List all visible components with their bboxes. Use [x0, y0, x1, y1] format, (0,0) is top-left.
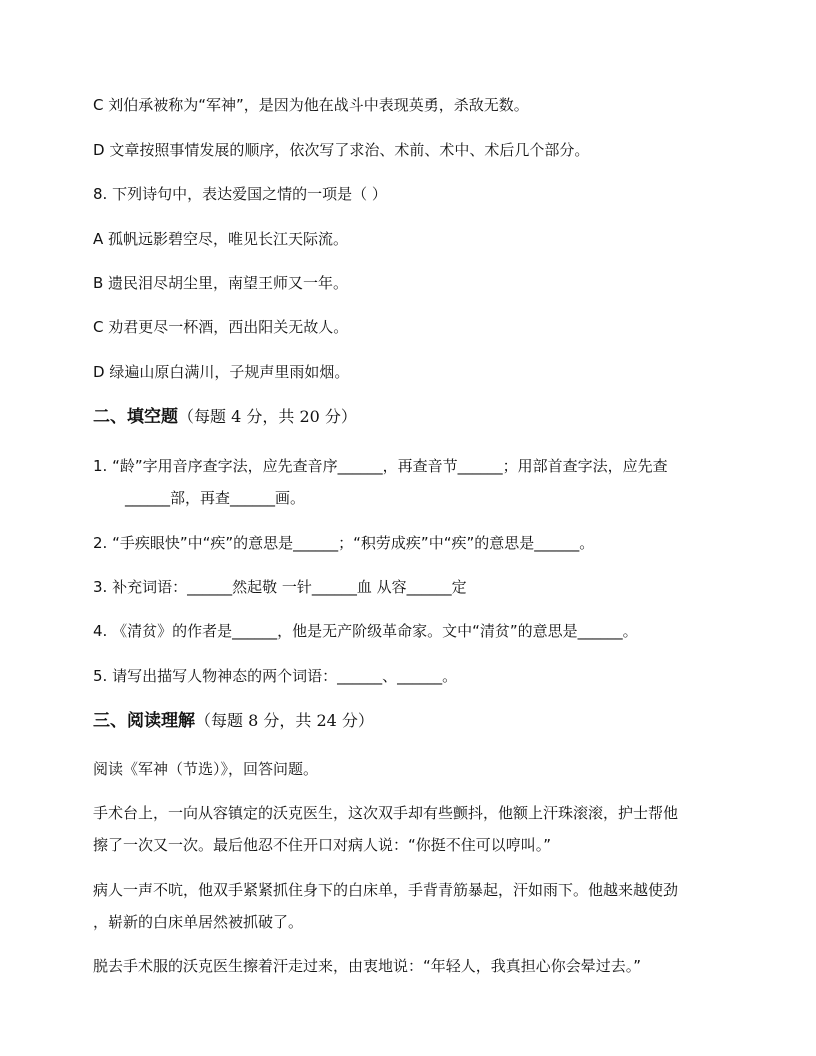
passage-paragraph-2-cont: ，崭新的白床单居然被抓破了。	[93, 913, 304, 931]
section-title: 三、阅读理解	[93, 711, 195, 731]
fill-question-1-cont: ______部，再查______画。	[125, 489, 306, 507]
reading-instruction: 阅读《军神（节选）》，回答问题。	[93, 760, 319, 778]
fill-question-3: 3. 补充词语：______然起敬 一针______血 从容______定	[93, 578, 467, 596]
section-heading-fill-blank	[93, 406, 357, 428]
section-scoring: （每题 4 分，共 20 分）	[178, 407, 357, 426]
passage-paragraph-1-cont: 擦了一次又一次。最后他忍不住开口对病人说：“你挺不住可以哼叫。”	[93, 836, 552, 854]
fill-question-2: 2. “手疾眼快”中“疾”的意思是______；“积劳成疾”中“疾”的意思是______。	[93, 534, 595, 552]
option-d-line: D 文章按照事情发展的顺序，依次写了求治、术前、术中、术后几个部分。	[93, 141, 590, 159]
section-heading-reading	[93, 710, 374, 732]
fill-question-4: 4. 《清贫》的作者是______，他是无产阶级革命家。文中“清贫”的意思是______。	[93, 622, 638, 640]
q8-option-a: A 孤帆远影碧空尽，唯见长江天际流。	[93, 230, 349, 248]
q8-option-b: B 遗民泪尽胡尘里，南望王师又一年。	[93, 274, 349, 292]
section-title: 二、填空题	[93, 407, 178, 427]
section-scoring: （每题 8 分，共 24 分）	[195, 711, 374, 730]
q8-option-c: C 劝君更尽一杯酒，西出阳关无故人。	[93, 318, 349, 336]
passage-paragraph-2: 病人一声不吭，他双手紧紧抓住身下的白床单，手背青筋暴起，汗如雨下。他越来越使劲	[93, 881, 679, 899]
fill-question-1: 1. “龄”字用音序查字法，应先查音序______，再查音节______；用部首查字法，应先查	[93, 457, 668, 475]
q8-option-d: D 绿遍山原白满川，子规声里雨如烟。	[93, 363, 350, 381]
option-c-line: C 刘伯承被称为“军神”，是因为他在战斗中表现英勇，杀敌无数。	[93, 96, 529, 114]
fill-question-5: 5. 请写出描写人物神态的两个词语：______、______。	[93, 667, 458, 685]
passage-paragraph-3: 脱去手术服的沃克医生擦着汗走过来，由衷地说：“年轻人，我真担心你会晕过去。”	[93, 957, 642, 975]
passage-paragraph-1: 手术台上，一向从容镇定的沃克医生，这次双手却有些颤抖，他额上汗珠滚滚，护士帮他	[93, 804, 679, 822]
question-8: 8. 下列诗句中，表达爱国之情的一项是（ ）	[93, 185, 387, 203]
